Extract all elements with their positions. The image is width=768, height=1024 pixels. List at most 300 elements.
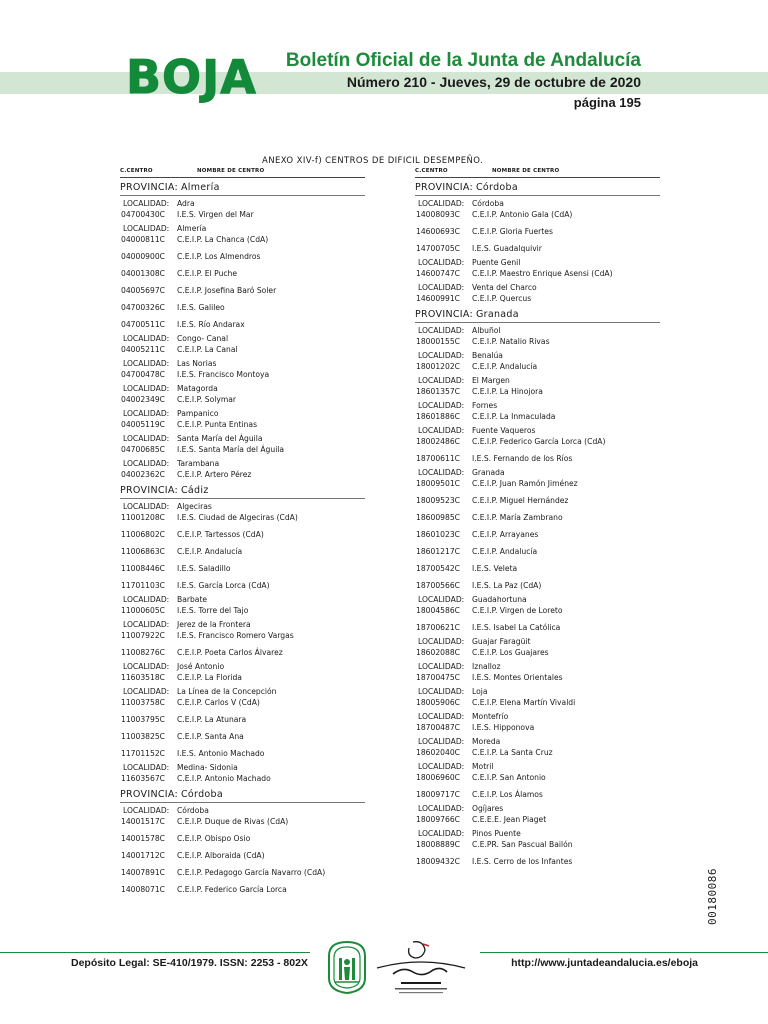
center-code: 18009766C (416, 815, 460, 824)
page-number: página 195 (573, 95, 641, 110)
locality-heading (415, 326, 660, 337)
center-name: I.E.S. García Lorca (CdA) (177, 581, 270, 590)
center-code: 18600985C (416, 513, 460, 522)
locality-label: LOCALIDAD: (123, 687, 170, 696)
locality-name: Ogíjares (472, 804, 504, 813)
table-row (120, 420, 365, 431)
locality-label: LOCALIDAD: (123, 434, 170, 443)
center-code: 11701152C (121, 749, 165, 758)
locality-name: Tarambana (177, 459, 220, 468)
center-code: 04700685C (121, 445, 165, 454)
table-row (415, 387, 660, 398)
table-row (120, 527, 365, 541)
center-name: C.E.I.P. Miguel Hernández (472, 496, 569, 505)
annex-title: ANEXO XIV-f) CENTROS DE DIFICIL DESEMPEÑO. (262, 156, 484, 166)
locality-label: LOCALIDAD: (418, 258, 465, 267)
center-name: C.E.I.P. La Atunara (177, 715, 247, 724)
table-row (415, 493, 660, 507)
center-name: I.E.S. Santa María del Águila (177, 445, 285, 454)
center-name: C.E.I.P. Juan Ramón Jiménez (472, 479, 578, 488)
province-name: Granada (476, 309, 519, 320)
center-code: 18000155C (416, 337, 460, 346)
center-code: 11603518C (121, 673, 165, 682)
locality-heading (415, 401, 660, 412)
center-name: C.E.I.P. Gloria Fuertes (472, 227, 553, 236)
locality-name: Medina- Sidonia (177, 763, 238, 772)
center-code: 18009523C (416, 496, 460, 505)
locality-label: LOCALIDAD: (123, 459, 170, 468)
locality-label: LOCALIDAD: (418, 737, 465, 746)
locality-name: Jerez de la Frontera (177, 620, 251, 629)
center-name: C.E.I.P. Los Guajares (472, 648, 549, 657)
center-name: C.E.I.P. Duque de Rivas (CdA) (177, 817, 289, 826)
center-name: C.E.I.P. Elena Martín Vivaldi (472, 698, 576, 707)
locality-label: LOCALIDAD: (123, 199, 170, 208)
center-name: C.E.I.P. Antonio Gala (CdA) (472, 210, 573, 219)
locality-name: Las Norias (177, 359, 217, 368)
locality-name: Iznalloz (472, 662, 501, 671)
table-row (120, 345, 365, 356)
table-row (415, 241, 660, 255)
legal-deposit: Depósito Legal: SE-410/1979. ISSN: 2253 - 802X (71, 957, 308, 969)
province-name: Cádiz (181, 485, 209, 496)
locality-heading (415, 737, 660, 748)
center-code: 11003795C (121, 715, 165, 724)
table-row (415, 510, 660, 524)
center-code: 11008276C (121, 648, 165, 657)
center-code: 11006863C (121, 547, 165, 556)
locality-label: LOCALIDAD: (418, 595, 465, 604)
table-row (120, 673, 365, 684)
table-row (120, 578, 365, 592)
center-code: 18602088C (416, 648, 460, 657)
center-code: 04002362C (121, 470, 165, 479)
locality-name: Fuente Vaqueros (472, 426, 536, 435)
locality-label: LOCALIDAD: (418, 426, 465, 435)
locality-heading (415, 595, 660, 606)
locality-label: LOCALIDAD: (123, 224, 170, 233)
locality-name: Adra (177, 199, 195, 208)
locality-name: Motril (472, 762, 494, 771)
locality-heading (120, 662, 365, 673)
locality-heading (415, 687, 660, 698)
code-column-header: C.CENTRO (415, 168, 448, 174)
locality-heading (415, 712, 660, 723)
center-name: C.E.I.P. La Florida (177, 673, 242, 682)
center-name: I.E.S. Isabel La Católica (472, 623, 561, 632)
locality-name: Benalúa (472, 351, 503, 360)
center-code: 14700705C (416, 244, 460, 253)
locality-label: LOCALIDAD: (418, 401, 465, 410)
locality-name: Guadahortuna (472, 595, 527, 604)
center-code: 18700566C (416, 581, 460, 590)
center-name: I.E.S. Francisco Montoya (177, 370, 270, 379)
name-column-header: NOMBRE DE CENTRO (492, 168, 560, 174)
locality-label: LOCALIDAD: (418, 637, 465, 646)
table-row (415, 748, 660, 759)
locality-name: Fornes (472, 401, 498, 410)
andalucia-brand-icon (373, 938, 469, 996)
locality-name: Loja (472, 687, 488, 696)
locality-name: Guajar Faragüit (472, 637, 531, 646)
center-name: C.E.E.E. Jean Piaget (472, 815, 547, 824)
table-row (415, 527, 660, 541)
province-heading (415, 308, 660, 323)
center-code: 11001208C (121, 513, 165, 522)
table-row (120, 746, 365, 760)
center-name: C.E.I.P. Natalio Rivas (472, 337, 550, 346)
locality-label: LOCALIDAD: (418, 376, 465, 385)
right-column (415, 165, 660, 868)
center-name: C.E.I.P. Andalucía (177, 547, 243, 556)
locality-heading (120, 409, 365, 420)
table-row (415, 479, 660, 490)
table-row (120, 848, 365, 862)
center-code: 18700487C (416, 723, 460, 732)
table-row (415, 854, 660, 868)
table-row (415, 787, 660, 801)
table-row (415, 337, 660, 348)
locality-name: Algeciras (177, 502, 212, 511)
center-name: I.E.S. Francisco Romero Vargas (177, 631, 294, 640)
table-row (415, 648, 660, 659)
center-name: C.E.I.P. La Inmaculada (472, 412, 556, 421)
table-row (120, 210, 365, 221)
locality-label: LOCALIDAD: (418, 762, 465, 771)
locality-label: LOCALIDAD: (418, 829, 465, 838)
table-row (120, 470, 365, 481)
center-name: C.E.I.P. Carlos V (CdA) (177, 698, 260, 707)
bulletin-title: Boletín Oficial de la Junta de Andalucía (285, 50, 641, 71)
center-name: C.E.I.P. Antonio Machado (177, 774, 271, 783)
locality-label: LOCALIDAD: (123, 662, 170, 671)
table-row (120, 283, 365, 297)
locality-heading (120, 199, 365, 210)
table-row (120, 606, 365, 617)
table-row (415, 578, 660, 592)
table-row (415, 606, 660, 617)
name-column-header: NOMBRE DE CENTRO (197, 168, 265, 174)
table-row (415, 362, 660, 373)
table-row (120, 561, 365, 575)
center-name: C.E.I.P. Los Almendros (177, 252, 261, 261)
left-column (120, 165, 365, 896)
locality-heading (415, 283, 660, 294)
center-name: I.E.S. Fernando de los Ríos (472, 454, 573, 463)
locality-label: LOCALIDAD: (123, 763, 170, 772)
locality-name: Montefrío (472, 712, 509, 721)
province-heading (120, 788, 365, 803)
locality-label: LOCALIDAD: (418, 283, 465, 292)
center-code: 04005211C (121, 345, 165, 354)
table-row (415, 412, 660, 423)
center-name: C.E.I.P. San Antonio (472, 773, 546, 782)
table-row (415, 451, 660, 465)
locality-heading (120, 334, 365, 345)
table-row (120, 645, 365, 659)
table-row (120, 235, 365, 246)
center-code: 18601886C (416, 412, 460, 421)
locality-heading (415, 637, 660, 648)
locality-heading (415, 762, 660, 773)
locality-label: LOCALIDAD: (418, 687, 465, 696)
website-link[interactable]: http://www.juntadeandalucia.es/eboja (511, 957, 698, 969)
center-name: C.E.I.P. Andalucía (472, 362, 538, 371)
locality-name: Córdoba (177, 806, 209, 815)
locality-label: LOCALIDAD: (123, 359, 170, 368)
center-name: C.E.I.P. Punta Entinas (177, 420, 258, 429)
center-code: 14001517C (121, 817, 165, 826)
center-name: I.E.S. Saladillo (177, 564, 231, 573)
center-name: I.E.S. Antonio Machado (177, 749, 265, 758)
locality-name: Córdoba (472, 199, 504, 208)
center-code: 11006802C (121, 530, 165, 539)
table-row (415, 620, 660, 634)
center-code: 04700326C (121, 303, 165, 312)
center-code: 14008093C (416, 210, 460, 219)
locality-heading (120, 595, 365, 606)
center-name: C.E.I.P. Virgen de Loreto (472, 606, 563, 615)
center-code: 18601217C (416, 547, 460, 556)
table-row (120, 266, 365, 280)
center-name: I.E.S. Hipponova (472, 723, 535, 732)
locality-heading (120, 224, 365, 235)
center-name: C.E.I.P. Andalucía (472, 547, 538, 556)
andalucia-shield-icon (325, 938, 369, 995)
table-row (120, 249, 365, 263)
locality-name: El Margen (472, 376, 510, 385)
center-code: 18006960C (416, 773, 460, 782)
table-row (415, 673, 660, 684)
locality-name: La Línea de la Concepción (177, 687, 277, 696)
center-name: C.E.I.P. María Zambrano (472, 513, 563, 522)
table-row (120, 817, 365, 828)
locality-heading (415, 426, 660, 437)
province-heading (120, 181, 365, 196)
center-code: 04005119C (121, 420, 165, 429)
locality-heading (120, 359, 365, 370)
footer-rule-left (0, 952, 310, 953)
center-code: 04005697C (121, 286, 165, 295)
province-heading (415, 181, 660, 196)
center-name: I.E.S. Río Andarax (177, 320, 245, 329)
table-row (415, 815, 660, 826)
center-code: 11007922C (121, 631, 165, 640)
center-name: I.E.S. La Paz (CdA) (472, 581, 542, 590)
center-code: 18601357C (416, 387, 460, 396)
locality-name: Granada (472, 468, 505, 477)
table-row (120, 831, 365, 845)
locality-heading (120, 434, 365, 445)
table-row (415, 561, 660, 575)
table-row (120, 774, 365, 785)
locality-label: LOCALIDAD: (123, 334, 170, 343)
locality-label: LOCALIDAD: (123, 384, 170, 393)
center-code: 04000811C (121, 235, 165, 244)
province-label: PROVINCIA: (120, 789, 179, 800)
table-row (415, 723, 660, 734)
center-code: 18005906C (416, 698, 460, 707)
column-header (415, 165, 660, 178)
province-label: PROVINCIA: (120, 182, 179, 193)
center-name: C.E.I.P. La Hinojora (472, 387, 543, 396)
center-code: 04002349C (121, 395, 165, 404)
center-code: 14001578C (121, 834, 165, 843)
center-name: I.E.S. Veleta (472, 564, 518, 573)
center-name: C.E.I.P. Pedagogo García Navarro (CdA) (177, 868, 326, 877)
province-label: PROVINCIA: (415, 182, 474, 193)
table-row (120, 395, 365, 406)
center-code: 11003825C (121, 732, 165, 741)
center-code: 04700430C (121, 210, 165, 219)
center-name: C.E.I.P. Poeta Carlos Álvarez (177, 648, 283, 657)
center-name: C.E.I.P. Tartessos (CdA) (177, 530, 264, 539)
center-name: C.E.I.P. La Chanca (CdA) (177, 235, 269, 244)
locality-name: Pinos Puente (472, 829, 521, 838)
locality-name: Moreda (472, 737, 501, 746)
locality-name: Congo- Canal (177, 334, 229, 343)
locality-name: Barbate (177, 595, 208, 604)
locality-heading (120, 384, 365, 395)
table-row (120, 370, 365, 381)
locality-name: José Antonio (177, 662, 225, 671)
province-label: PROVINCIA: (120, 485, 179, 496)
center-code: 14600693C (416, 227, 460, 236)
table-row (120, 300, 365, 314)
center-name: C.E.PR. San Pascual Bailón (472, 840, 573, 849)
center-name: C.E.I.P. La Santa Cruz (472, 748, 553, 757)
locality-heading (415, 662, 660, 673)
center-code: 04001308C (121, 269, 165, 278)
center-code: 04000900C (121, 252, 165, 261)
locality-label: LOCALIDAD: (418, 712, 465, 721)
table-row (120, 317, 365, 331)
center-code: 18004586C (416, 606, 460, 615)
center-code: 18009501C (416, 479, 460, 488)
table-row (415, 224, 660, 238)
locality-name: Albuñol (472, 326, 501, 335)
center-name: C.E.I.P. Alboraida (CdA) (177, 851, 265, 860)
center-name: C.E.I.P. La Canal (177, 345, 238, 354)
center-code: 18009432C (416, 857, 460, 866)
center-name: C.E.I.P. Solymar (177, 395, 237, 404)
document-code: 00180086 (706, 868, 719, 925)
center-code: 11000605C (121, 606, 165, 615)
center-name: C.E.I.P. Obispo Osio (177, 834, 251, 843)
locality-label: LOCALIDAD: (418, 662, 465, 671)
table-row (415, 773, 660, 784)
center-name: I.E.S. Virgen del Mar (177, 210, 254, 219)
locality-name: Venta del Charco (472, 283, 537, 292)
locality-name: Pampanico (177, 409, 219, 418)
center-code: 11008446C (121, 564, 165, 573)
center-code: 18602040C (416, 748, 460, 757)
province-label: PROVINCIA: (415, 309, 474, 320)
locality-heading (415, 804, 660, 815)
locality-heading (415, 829, 660, 840)
locality-name: Almería (177, 224, 207, 233)
province-name: Córdoba (181, 789, 223, 800)
center-code: 14600747C (416, 269, 460, 278)
center-code: 04700478C (121, 370, 165, 379)
locality-name: Santa María del Águila (177, 434, 263, 443)
locality-label: LOCALIDAD: (418, 199, 465, 208)
center-name: C.E.I.P. Los Álamos (472, 790, 543, 799)
center-code: 04700511C (121, 320, 165, 329)
center-name: I.E.S. Galileo (177, 303, 225, 312)
center-code: 11003758C (121, 698, 165, 707)
table-row (120, 445, 365, 456)
table-row (415, 210, 660, 221)
table-row (120, 882, 365, 896)
center-code: 11603567C (121, 774, 165, 783)
center-name: C.E.I.P. Artero Pérez (177, 470, 252, 479)
center-code: 14600991C (416, 294, 460, 303)
code-column-header: C.CENTRO (120, 168, 153, 174)
locality-heading (415, 199, 660, 210)
table-row (120, 729, 365, 743)
boja-logo: BOJA (126, 50, 257, 104)
issue-number: Número 210 - Jueves, 29 de octubre de 2020 (346, 74, 641, 90)
locality-label: LOCALIDAD: (418, 351, 465, 360)
locality-label: LOCALIDAD: (123, 806, 170, 815)
center-code: 18001202C (416, 362, 460, 371)
center-code: 18700611C (416, 454, 460, 463)
center-name: I.E.S. Ciudad de Algeciras (CdA) (177, 513, 298, 522)
center-code: 18700542C (416, 564, 460, 573)
center-name: I.E.S. Cerro de los Infantes (472, 857, 573, 866)
center-name: C.E.I.P. El Puche (177, 269, 238, 278)
locality-heading (415, 258, 660, 269)
locality-heading (415, 351, 660, 362)
locality-heading (120, 502, 365, 513)
center-name: C.E.I.P. Santa Ana (177, 732, 244, 741)
locality-heading (120, 459, 365, 470)
center-name: I.E.S. Montes Orientales (472, 673, 563, 682)
table-row (415, 544, 660, 558)
center-name: I.E.S. Guadalquivir (472, 244, 542, 253)
center-name: C.E.I.P. Arrayanes (472, 530, 539, 539)
table-row (120, 631, 365, 642)
table-row (415, 698, 660, 709)
locality-heading (120, 763, 365, 774)
center-code: 18700475C (416, 673, 460, 682)
province-heading (120, 484, 365, 499)
center-code: 14007891C (121, 868, 165, 877)
locality-label: LOCALIDAD: (123, 595, 170, 604)
locality-heading (415, 468, 660, 479)
locality-label: LOCALIDAD: (418, 468, 465, 477)
center-code: 11701103C (121, 581, 165, 590)
center-code: 18700621C (416, 623, 460, 632)
locality-label: LOCALIDAD: (123, 502, 170, 511)
province-name: Córdoba (476, 182, 518, 193)
center-code: 18002486C (416, 437, 460, 446)
footer-rule-right (480, 952, 768, 953)
center-name: C.E.I.P. Federico García Lorca (CdA) (472, 437, 606, 446)
center-name: C.E.I.P. Quercus (472, 294, 532, 303)
locality-heading (415, 376, 660, 387)
locality-label: LOCALIDAD: (123, 620, 170, 629)
locality-name: Matagorda (177, 384, 218, 393)
center-name: C.E.I.P. Maestro Enrique Asensi (CdA) (472, 269, 613, 278)
table-row (120, 544, 365, 558)
table-row (120, 513, 365, 524)
center-name: C.E.I.P. Federico García Lorca (177, 885, 287, 894)
table-row (415, 294, 660, 305)
locality-label: LOCALIDAD: (418, 326, 465, 335)
locality-name: Puente Genil (472, 258, 521, 267)
